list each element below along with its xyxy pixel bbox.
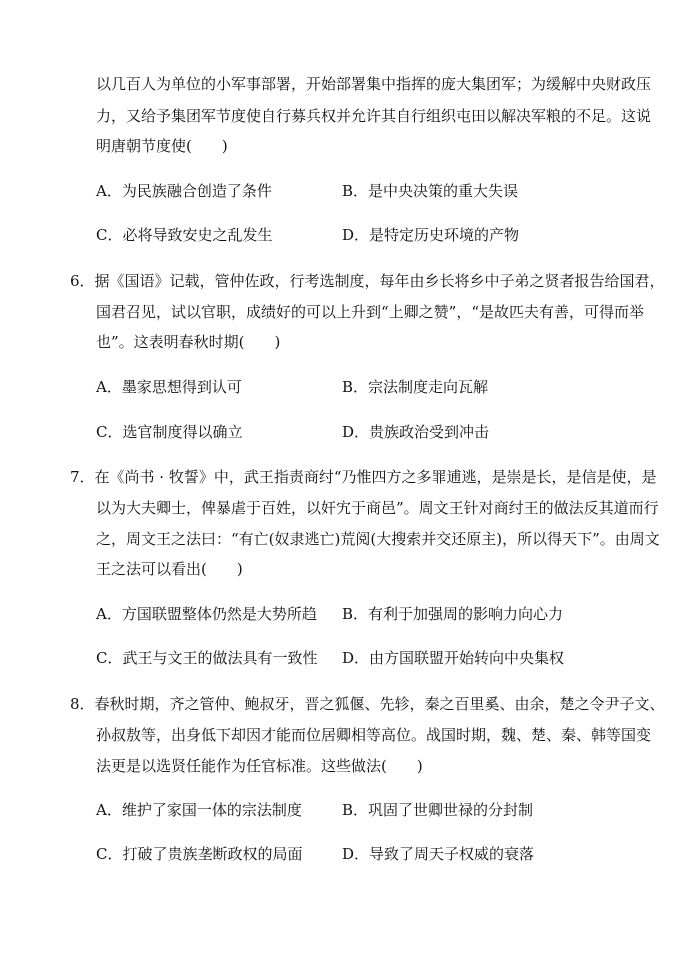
question-6-stem-line-3: 也”。这表明春秋时期( ) xyxy=(96,333,281,351)
question-6-option-d[interactable]: D．贵族政治受到冲击 xyxy=(342,423,490,441)
question-8-stem-line-3: 法更是以选贤任能作为任官标准。这些做法( ) xyxy=(96,757,423,775)
question-6-stem-line-1: 6．据《国语》记载，管仲佐政，行考选制度，每年由乡长将乡中子弟之贤者报告给国君， xyxy=(70,272,665,290)
question-8-option-d[interactable]: D．导致了周天子权威的衰落 xyxy=(342,845,535,863)
question-7-stem-line-1: 7．在《尚书 · 牧誓》中，武王指责商纣“乃惟四方之多罪逋逃，是崇是长，是信是使，是 xyxy=(70,468,657,486)
question-5-option-d[interactable]: D．是特定历史环境的产物 xyxy=(342,226,520,244)
question-7-stem-line-4: 王之法可以看出( ) xyxy=(96,560,243,578)
question-5-stem-line-3: 明唐朝节度使( ) xyxy=(96,137,228,155)
question-7-stem-line-2: 以为大夫卿士，俾暴虐于百姓，以奸宄于商邑”。周文王针对商纣王的做法反其道而行 xyxy=(96,499,659,517)
question-7-option-c[interactable]: C．武王与文王的做法具有一致性 xyxy=(96,649,318,667)
question-7-stem-line-3: 之，周文王之法曰：“有亡(奴隶逃亡)荒阅(大搜索并交还原主)，所以得天下”。由周文 xyxy=(96,530,660,548)
question-6-stem-line-2: 国君召见，试以官职，成绩好的可以上升到“上卿之赞”，“是故匹夫有善，可得而举 xyxy=(96,303,645,321)
question-8-option-b[interactable]: B．巩固了世卿世禄的分封制 xyxy=(342,801,534,819)
question-5-option-a[interactable]: A．为民族融合创造了条件 xyxy=(96,182,272,200)
question-5-stem-line-2: 力，又给予集团军节度使自行募兵权并允许其自行组织屯田以解决军粮的不足。这说 xyxy=(96,107,652,125)
question-7-option-b[interactable]: B．有利于加强周的影响力向心力 xyxy=(342,605,564,623)
question-8-option-a[interactable]: A．维护了家国一体的宗法制度 xyxy=(96,801,302,819)
question-8-stem-line-1: 8．春秋时期，齐之管仲、鲍叔牙，晋之狐偃、先轸，秦之百里奚、由余，楚之令尹子文、 xyxy=(70,695,665,713)
question-8-option-c[interactable]: C．打破了贵族垄断政权的局面 xyxy=(96,845,303,863)
question-5-stem-line-1: 以几百人为单位的小军事部署，开始部署集中指挥的庞大集团军；为缓解中央财政压 xyxy=(96,75,652,93)
question-6-option-a[interactable]: A．墨家思想得到认可 xyxy=(96,378,242,396)
question-6-option-c[interactable]: C．选官制度得以确立 xyxy=(96,423,243,441)
question-5-option-b[interactable]: B．是中央决策的重大失误 xyxy=(342,182,519,200)
question-5-option-c[interactable]: C．必将导致安史之乱发生 xyxy=(96,226,273,244)
question-8-stem-line-2: 孙叔敖等，出身低下却因才能而位居卿相等高位。战国时期，魏、楚、秦、韩等国变 xyxy=(96,726,652,744)
question-6-option-b[interactable]: B．宗法制度走向瓦解 xyxy=(342,378,489,396)
question-7-option-a[interactable]: A．方国联盟整体仍然是大势所趋 xyxy=(96,605,317,623)
question-7-option-d[interactable]: D．由方国联盟开始转向中央集权 xyxy=(342,649,565,667)
